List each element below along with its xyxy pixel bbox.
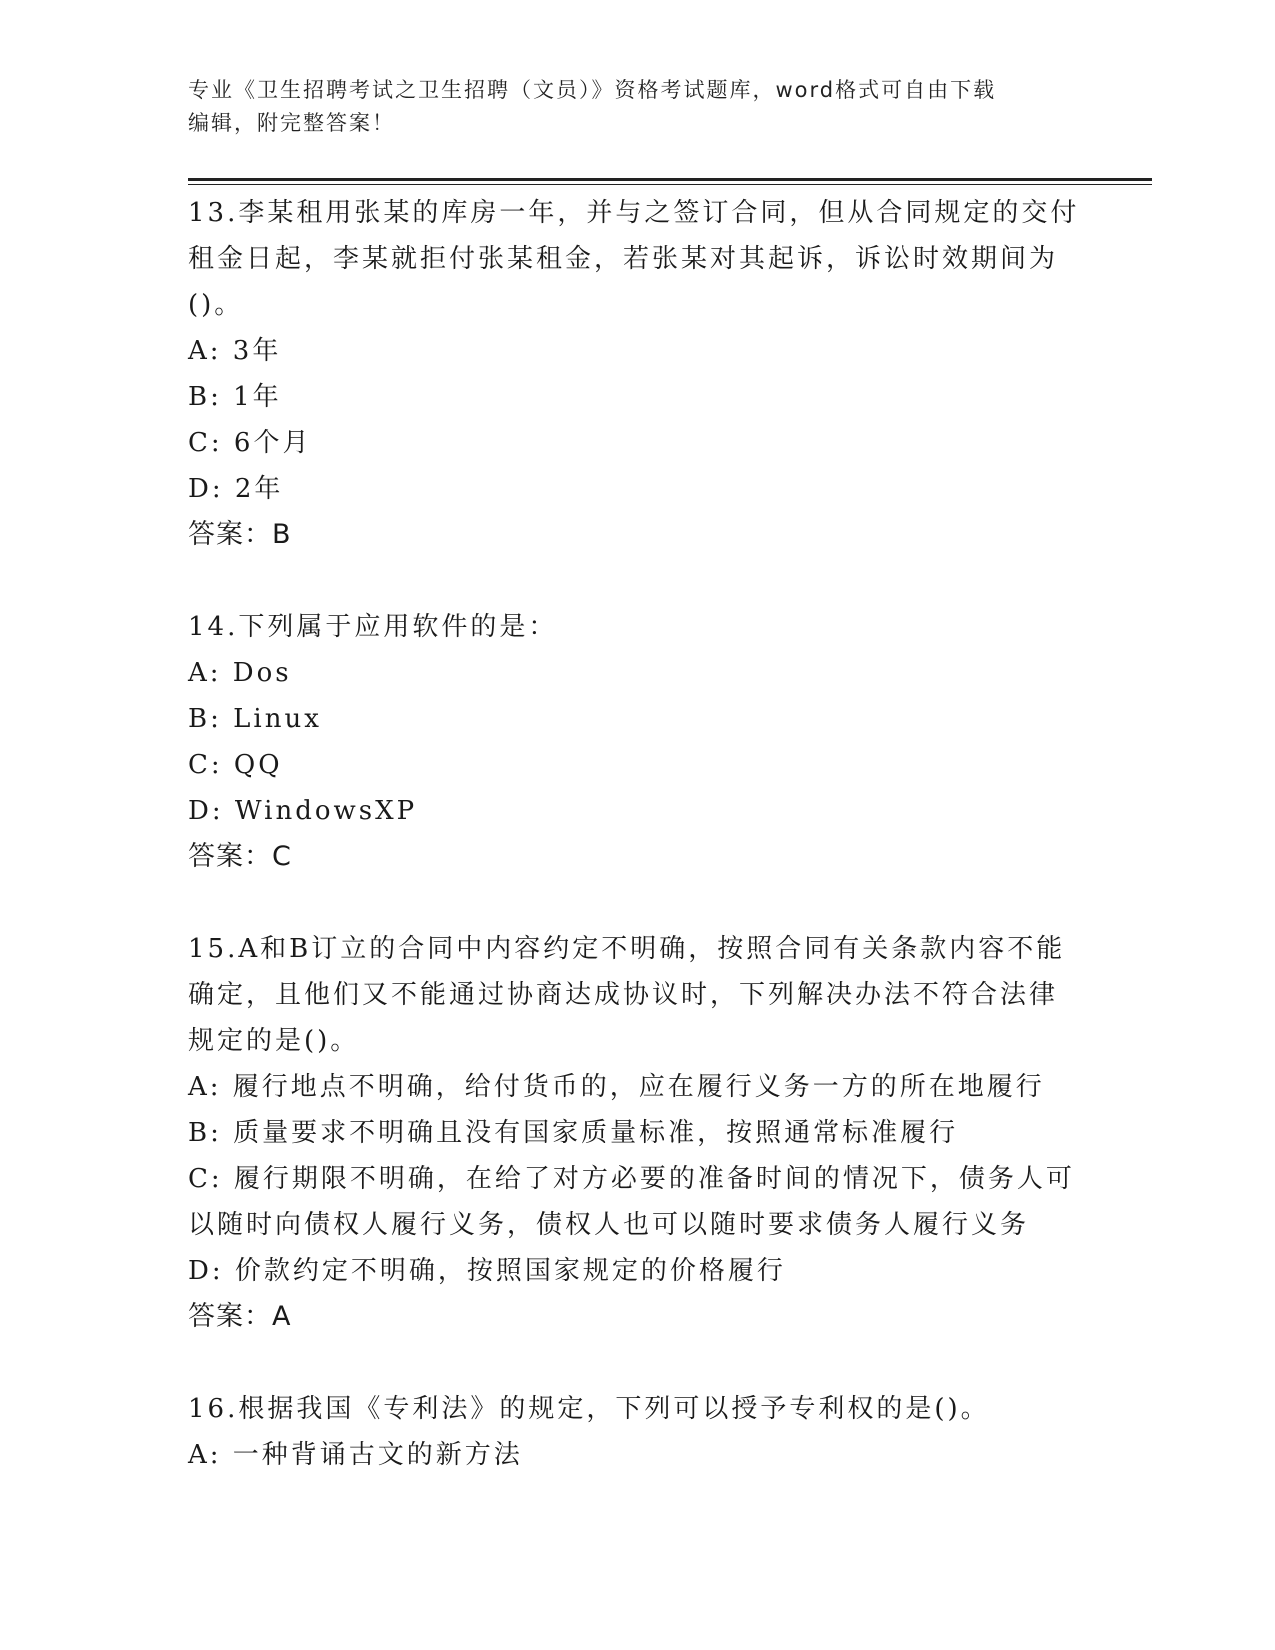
header-line-1: 专业《卫生招聘考试之卫生招聘（文员）》资格考试题库，word格式可自由下载 (188, 78, 997, 102)
document-header (188, 74, 1068, 140)
header-divider-thin (188, 184, 1152, 185)
question-list (188, 190, 1088, 1478)
option-line: A: 履行地点不明确，给付货币的，应在履行义务一方的所在地履行 (188, 1072, 1045, 1102)
option-line: B: 质量要求不明确且没有国家质量标准，按照通常标准履行 (188, 1118, 959, 1148)
question-stem-line: 租金日起，李某就拒付张某租金，若张某对其起诉，诉讼时效期间为 (188, 244, 1059, 274)
question-block (188, 190, 1088, 558)
header-line-2: 编辑，附完整答案！ (188, 111, 395, 135)
question-block (188, 604, 1088, 880)
option-line: 以随时向债权人履行义务，债权人也可以随时要求债务人履行义务 (188, 1210, 1030, 1240)
option-line: B: Linux (188, 704, 322, 734)
question-stem-line: 规定的是()。 (188, 1026, 360, 1056)
question-stem-line: ()。 (188, 290, 244, 320)
option-line: D: 2年 (188, 474, 284, 504)
option-line: B: 1年 (188, 382, 282, 412)
option-line: D: 价款约定不明确，按照国家规定的价格履行 (188, 1256, 786, 1286)
option-line: D: WindowsXP (188, 796, 418, 826)
option-line: A: 3年 (188, 336, 282, 366)
question-stem-line: 16.根据我国《专利法》的规定，下列可以授予专利权的是()。 (188, 1394, 990, 1424)
option-line: C: 履行期限不明确，在给了对方必要的准备时间的情况下，债务人可 (188, 1164, 1075, 1194)
option-line: C: 6个月 (188, 428, 312, 458)
question-stem-line: 确定，且他们又不能通过协商达成协议时，下列解决办法不符合法律 (188, 980, 1059, 1010)
answer-line: 答案：A (188, 1301, 292, 1332)
option-line: A: 一种背诵古文的新方法 (188, 1440, 523, 1470)
question-stem-line: 14.下列属于应用软件的是： (188, 612, 558, 642)
header-divider-thick (188, 178, 1152, 181)
answer-line: 答案：B (188, 519, 292, 550)
question-block (188, 1386, 1088, 1478)
option-line: C: QQ (188, 750, 283, 780)
question-stem-line: 15.A和B订立的合同中内容约定不明确，按照合同有关条款内容不能 (188, 934, 1066, 964)
question-stem-line: 13.李某租用张某的库房一年，并与之签订合同，但从合同规定的交付 (188, 198, 1080, 228)
option-line: A: Dos (188, 658, 292, 688)
answer-line: 答案：C (188, 841, 292, 872)
question-block (188, 926, 1088, 1340)
